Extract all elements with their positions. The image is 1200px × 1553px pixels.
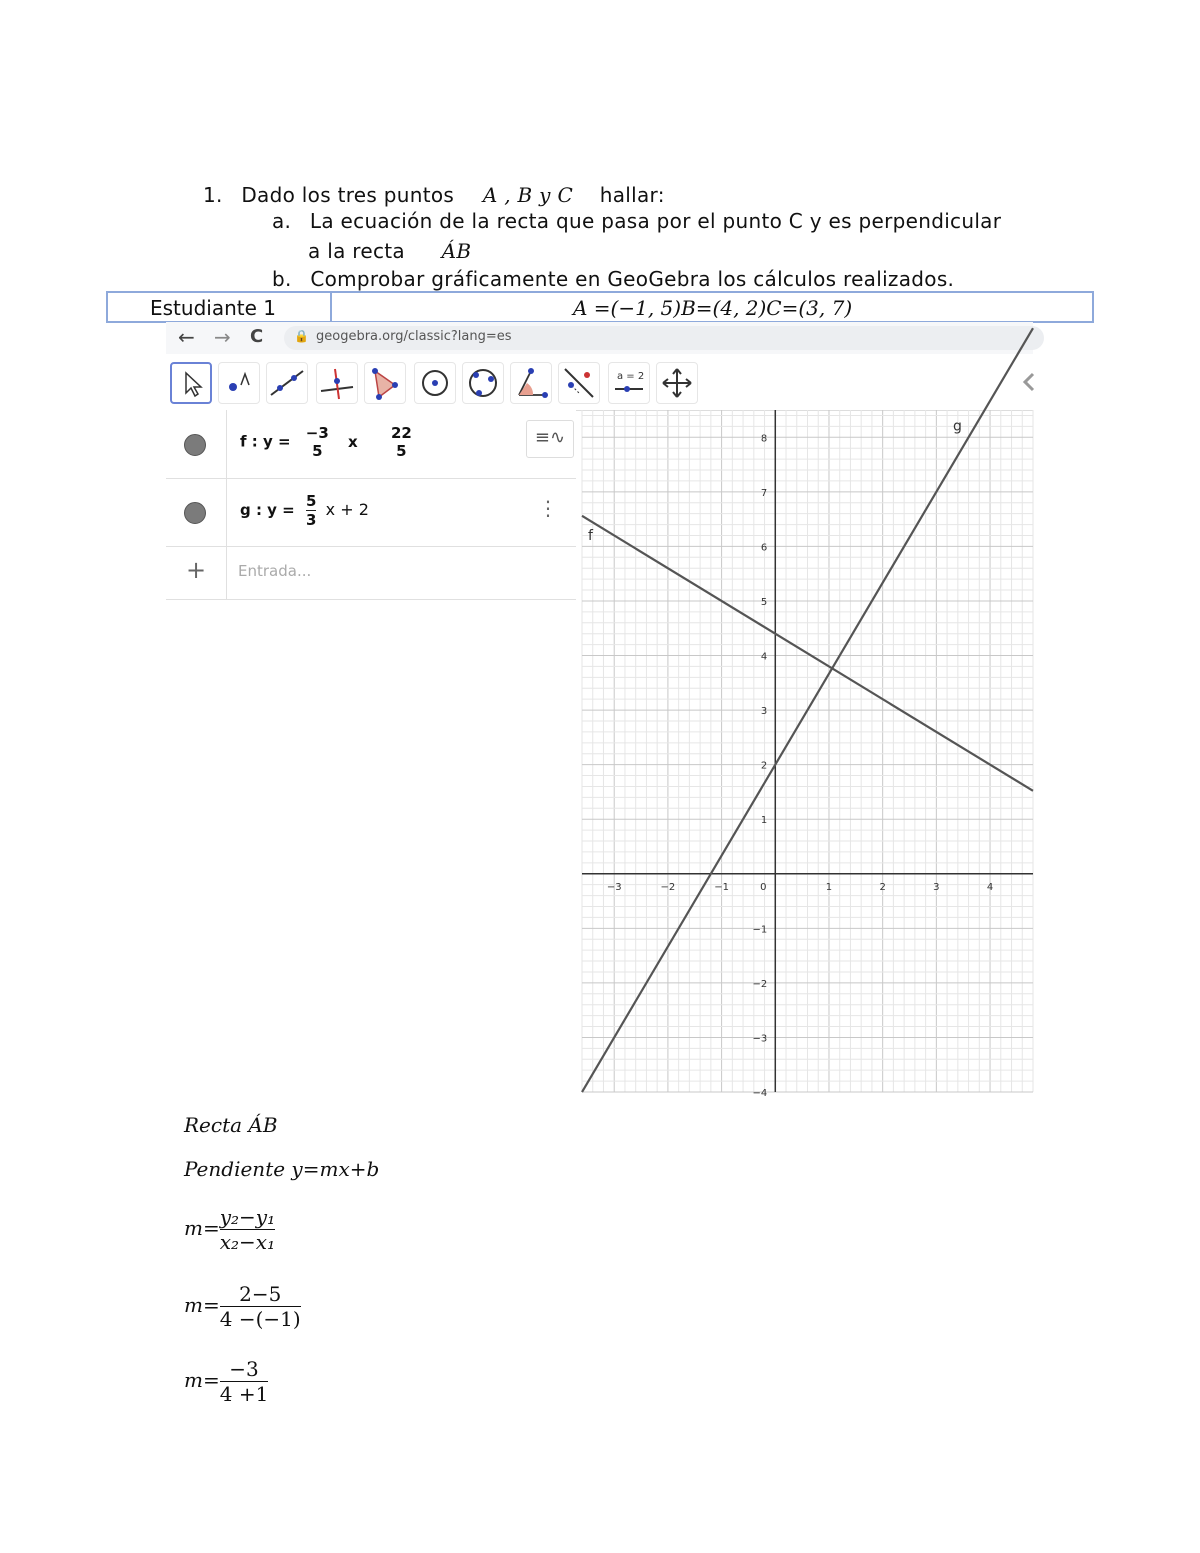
grid: [582, 410, 1033, 1092]
y-tick-label: 4: [760, 651, 768, 663]
forward-button[interactable]: →: [214, 325, 231, 349]
algebra-input-row[interactable]: [166, 546, 576, 600]
line-icon: [267, 363, 307, 403]
m-eq-2: m=: [184, 1293, 220, 1317]
m-eq-1: m=: [184, 1216, 220, 1240]
question-points: A , B y C: [482, 183, 574, 207]
item-a-line: ÁB: [441, 239, 472, 263]
question-ask: hallar:: [599, 183, 665, 207]
slope-substitution: [184, 1282, 301, 1331]
add-icon[interactable]: +: [186, 556, 207, 584]
g-rest: x + 2: [325, 500, 369, 519]
line-tool[interactable]: [266, 362, 308, 404]
algebra-view: [166, 410, 576, 600]
y-tick-label: 8: [760, 433, 768, 445]
url-text: geogebra.org/classic?lang=es: [316, 329, 512, 344]
f3-num: −3: [229, 1357, 259, 1381]
f3-den: 4 +1: [219, 1382, 269, 1406]
recta-ab-label: Recta ÁB: [184, 1113, 278, 1137]
student-name: Estudiante 1: [150, 296, 276, 320]
circle-tool[interactable]: [414, 362, 456, 404]
algebra-view-toggle-icon[interactable]: ≡∿: [526, 420, 574, 458]
input-bar[interactable]: Entrada...: [238, 562, 312, 580]
x-tick-label: 3: [933, 881, 940, 893]
y-tick-label: −4: [752, 1088, 768, 1099]
slider-tool[interactable]: [608, 362, 650, 404]
m-eq-3: m=: [184, 1368, 220, 1392]
address-bar: [166, 322, 1033, 355]
item-b-label: b.: [272, 267, 292, 291]
x-tick-label: −3: [606, 881, 622, 893]
item-b-text: Comprobar gráficamente en GeoGebra los cálculos realizados.: [310, 267, 955, 291]
item-a-text2: a la recta: [308, 239, 405, 263]
y-tick-label: 2: [760, 760, 768, 772]
graphics-view[interactable]: [582, 410, 1033, 1099]
question-1: [203, 183, 665, 207]
x-tick-label: 2: [879, 881, 886, 893]
f-den1: 5: [312, 442, 323, 460]
x-tick-label: −1: [714, 881, 729, 893]
visibility-toggle-f-icon[interactable]: [184, 434, 206, 456]
slope-simplified: [184, 1357, 268, 1406]
cursor-icon: [172, 364, 210, 402]
y-tick-label: −3: [752, 1033, 768, 1045]
tick-labels: [607, 433, 993, 1099]
f-num1: −3: [305, 424, 329, 442]
y-tick-label: 3: [760, 706, 768, 718]
visibility-toggle-g-icon[interactable]: [184, 502, 206, 524]
reflect-line-icon: [559, 363, 599, 403]
perpendicular-tool[interactable]: [316, 362, 358, 404]
y-tick-label: −2: [752, 978, 768, 990]
back-button[interactable]: ←: [178, 325, 195, 349]
url-field[interactable]: [284, 326, 1044, 350]
reflect-tool[interactable]: [558, 362, 600, 404]
y-tick-label: −1: [752, 924, 768, 936]
lock-icon: 🔒: [294, 329, 309, 343]
function-g-name: g : y =: [240, 501, 295, 519]
move-view-tool[interactable]: [656, 362, 698, 404]
function-f: [240, 424, 412, 460]
f-den2: 5: [396, 442, 407, 460]
function-g: [240, 492, 369, 529]
y-tick-label: 1: [760, 815, 768, 827]
series-label-g: g: [953, 418, 962, 435]
move-arrows-icon: [657, 363, 697, 403]
item-a-text: La ecuación de la recta que pasa por el punto C y es perpendicular: [309, 209, 1002, 233]
circle-three-points-tool[interactable]: [462, 362, 504, 404]
question-number: 1.: [203, 183, 223, 207]
x-tick-label: 0: [760, 881, 767, 893]
g-num: 5: [305, 492, 317, 510]
perpendicular-line-icon: [317, 363, 357, 403]
angle-tool[interactable]: [510, 362, 552, 404]
polygon-icon: [365, 363, 405, 403]
geogebra-screenshot: [166, 322, 1033, 1099]
f1-den: x₂−x₁: [219, 1230, 276, 1254]
function-f-name: f : y =: [240, 432, 291, 451]
x-tick-label: 4: [986, 881, 994, 893]
student-cell: [108, 293, 332, 321]
f-x: x: [348, 432, 358, 451]
item-a: [272, 209, 1001, 233]
x-tick-label: −2: [660, 881, 676, 893]
point-tool[interactable]: [218, 362, 260, 404]
item-a-label: a.: [272, 209, 292, 233]
points-text: A =(−1, 5)B=(4, 2)C=(3, 7): [573, 296, 853, 320]
student-table: [106, 291, 1094, 323]
algebra-row-g[interactable]: [166, 478, 576, 547]
question-intro: Dado los tres puntos: [241, 183, 455, 207]
undo-icon[interactable]: [1021, 370, 1033, 394]
more-menu-icon[interactable]: ⋮: [538, 496, 558, 520]
f2-den: 4 −(−1): [219, 1307, 301, 1331]
slider-icon: [609, 363, 649, 403]
pendiente-label: Pendiente y=mx+b: [184, 1157, 380, 1181]
graph-svg: [582, 410, 1033, 1099]
y-tick-label: 7: [760, 487, 768, 499]
reload-button[interactable]: C: [250, 326, 264, 347]
circle-icon: [415, 363, 455, 403]
circle-points-icon: [463, 363, 503, 403]
item-a-cont: [308, 239, 471, 263]
svg-text:a = 2: a = 2: [617, 371, 645, 382]
g-den: 3: [305, 511, 317, 529]
move-tool[interactable]: [170, 362, 212, 404]
angle-icon: [511, 363, 551, 403]
y-tick-label: 6: [760, 542, 768, 554]
polygon-tool[interactable]: [364, 362, 406, 404]
slope-formula: [184, 1205, 275, 1254]
series-label-f: f: [588, 527, 593, 544]
item-b: [272, 267, 954, 291]
geogebra-toolbar: [166, 354, 1033, 411]
algebra-row-f[interactable]: [166, 410, 576, 479]
f-num2: 22: [390, 424, 412, 442]
f1-num: y₂−y₁: [219, 1205, 276, 1229]
f2-num: 2−5: [239, 1282, 282, 1306]
x-tick-label: 1: [825, 881, 833, 893]
y-tick-label: 5: [760, 596, 768, 608]
point-icon: [219, 363, 259, 403]
